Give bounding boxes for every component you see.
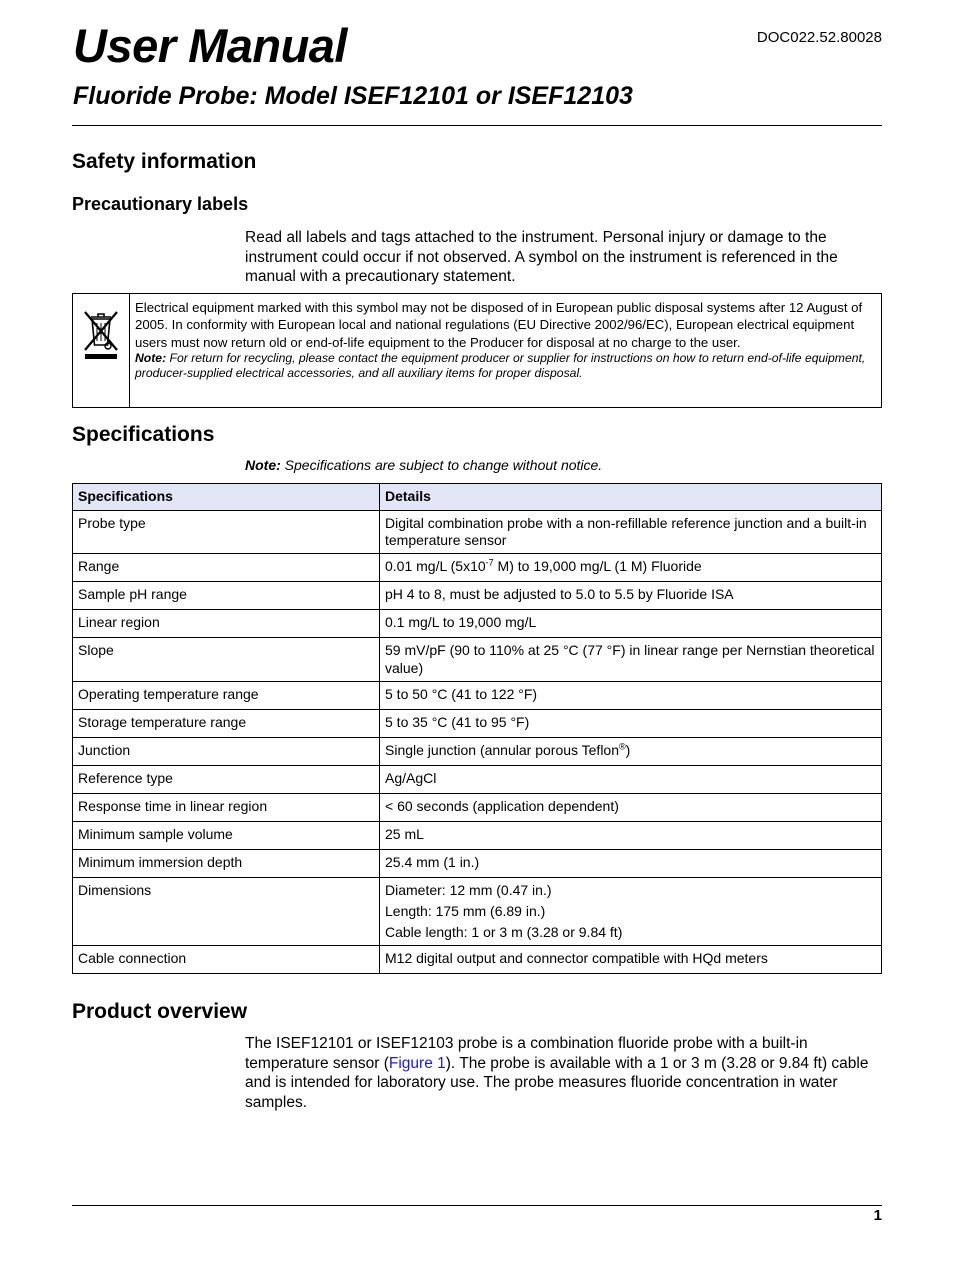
spec-name: Dimensions [73, 877, 380, 946]
spec-detail [380, 554, 882, 582]
table-row [73, 582, 882, 610]
spec-name: Sample pH range [73, 582, 380, 610]
spec-name: Storage temperature range [73, 709, 380, 737]
spec-detail [380, 877, 882, 946]
dimension-length: Length: 175 mm (6.89 in.) [385, 903, 546, 920]
figure-1-link[interactable]: Figure 1 [388, 1054, 446, 1072]
safety-intro-paragraph: Read all labels and tags attached to the instrument. Personal injury or damage to the instrument could occur if not observed. A symbol on the instrument is referenced in the manual with a precautionary statement. [245, 229, 838, 286]
table-row [73, 793, 882, 821]
weee-notice-box [72, 293, 882, 408]
weee-statement: Electrical equipment marked with this symbol may not be disposed of in European public disposal systems after 12 August of 2005. In conformity with European local and national regulations (EU Directive 2002/96/EC), European electrical equipment users must now return old or end-of-life equipment to the Producer for disposal at no charge to the user. [135, 300, 863, 350]
table-row [73, 765, 882, 793]
column-header-details: Details [380, 484, 882, 511]
registered-mark: ® [619, 741, 626, 752]
footer-divider [72, 1205, 882, 1206]
weee-note [135, 351, 876, 380]
spec-detail [380, 737, 882, 765]
spec-detail: 5 to 50 °C (41 to 122 °F) [380, 681, 882, 709]
table-row [73, 681, 882, 709]
table-row [73, 610, 882, 638]
table-row [73, 849, 882, 877]
junction-text-end: ) [625, 741, 631, 758]
table-row [73, 737, 882, 765]
dimension-diameter: Diameter: 12 mm (0.47 in.) [385, 881, 552, 898]
specifications-note-text: Specifications are subject to change without notice. [284, 457, 603, 473]
spec-detail: M12 digital output and connector compatible with HQd meters [380, 946, 882, 974]
column-header-specifications: Specifications [73, 484, 380, 511]
table-header-row [73, 484, 882, 511]
weee-note-label: Note: [135, 351, 167, 366]
spec-detail: 25 mL [380, 821, 882, 849]
overview-text-start: The ISEF12101 or ISEF12103 probe is a combination fluoride probe with a built-in temperature sensor ( [245, 1035, 808, 1072]
specifications-heading: Specifications [72, 423, 215, 446]
spec-name: Response time in linear region [73, 793, 380, 821]
weee-note-text: For return for recycling, please contact the equipment producer or supplier for instructions on how to return end-of-life equipment, producer-supplied electrical accessories, and all auxiliary items for proper disposal. [135, 351, 866, 380]
document-id: DOC022.52.80028 [756, 29, 882, 46]
spec-name: Minimum immersion depth [73, 849, 380, 877]
spec-detail: Digital combination probe with a non-refillable reference junction and a built-in temperature sensor [380, 511, 882, 554]
range-text-end: M) to 19,000 mg/L (1 M) Fluoride [493, 558, 702, 575]
page-title: User Manual [73, 19, 347, 72]
range-text-start: 0.01 mg/L (5x10 [385, 558, 486, 575]
table-row [73, 511, 882, 554]
spec-name: Reference type [73, 765, 380, 793]
crossed-out-wheeled-bin-icon [79, 304, 123, 360]
page-number: 1 [873, 1207, 882, 1224]
page-subtitle: Fluoride Probe: Model ISEF12101 or ISEF12103 [73, 82, 633, 110]
spec-name: Range [73, 554, 380, 582]
table-row [73, 946, 882, 974]
spec-detail: 0.1 mg/L to 19,000 mg/L [380, 610, 882, 638]
table-row [73, 821, 882, 849]
safety-heading: Safety information [72, 150, 257, 173]
spec-detail: 5 to 35 °C (41 to 95 °F) [380, 709, 882, 737]
table-row [73, 877, 882, 946]
dimension-cable-length: Cable length: 1 or 3 m (3.28 or 9.84 ft) [385, 924, 623, 941]
specifications-note-label: Note: [245, 457, 281, 473]
specifications-note [245, 457, 602, 473]
spec-detail: 59 mV/pF (90 to 110% at 25 °C (77 °F) in linear range per Nernstian theoretical value) [380, 638, 882, 681]
product-overview-paragraph [245, 1034, 870, 1112]
range-exponent: -7 [485, 557, 494, 568]
spec-name: Minimum sample volume [73, 821, 380, 849]
spec-name: Slope [73, 638, 380, 681]
spec-name: Cable connection [73, 946, 380, 974]
spec-name: Probe type [73, 511, 380, 554]
spec-name: Operating temperature range [73, 681, 380, 709]
spec-detail: < 60 seconds (application dependent) [380, 793, 882, 821]
specifications-table [72, 483, 882, 974]
junction-text-start: Single junction (annular porous Teflon [385, 741, 620, 758]
spec-name: Linear region [73, 610, 380, 638]
spec-detail: Ag/AgCl [380, 765, 882, 793]
spec-name: Junction [73, 737, 380, 765]
precautionary-labels-heading: Precautionary labels [72, 194, 249, 214]
header-divider [72, 125, 882, 126]
table-row [73, 554, 882, 582]
spec-detail: 25.4 mm (1 in.) [380, 849, 882, 877]
table-row [73, 709, 882, 737]
overview-text-end: ). The probe is available with a 1 or 3 m (3.28 or 9.84 ft) cable and is intended for laboratory use. The probe measures fluoride concentration in water samples. [245, 1054, 869, 1111]
product-overview-heading: Product overview [72, 1000, 248, 1023]
spec-detail: pH 4 to 8, must be adjusted to 5.0 to 5.5 by Fluoride ISA [380, 582, 882, 610]
table-row [73, 638, 882, 681]
